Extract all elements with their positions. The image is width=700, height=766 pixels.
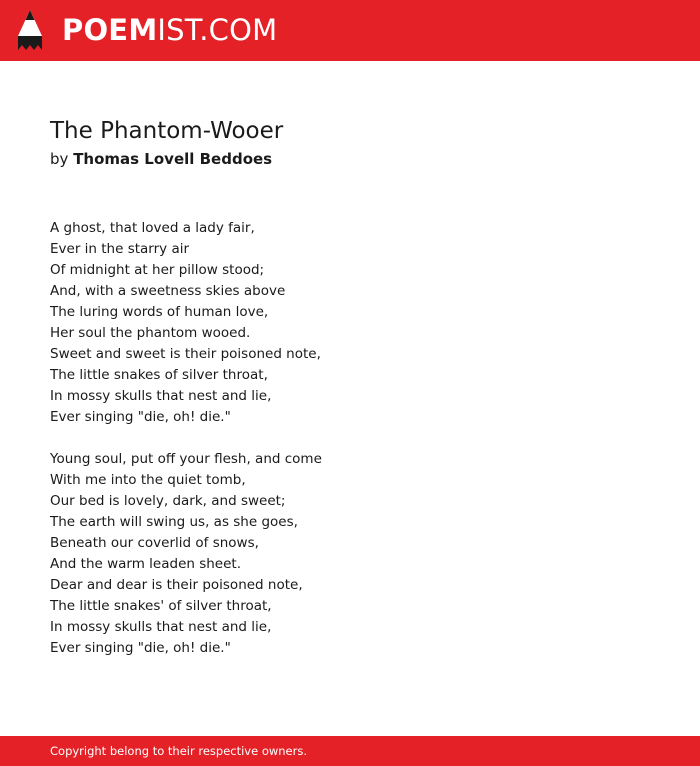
poem-line: The little snakes' of silver throat, bbox=[50, 598, 272, 614]
poem-title: The Phantom-Wooer bbox=[50, 118, 284, 144]
logo-text-light: IST.COM bbox=[157, 13, 278, 47]
poem-line: In mossy skulls that nest and lie, bbox=[50, 619, 272, 635]
poem-line: Of midnight at her pillow stood; bbox=[50, 262, 265, 278]
poem-line: And, with a sweetness skies above bbox=[50, 283, 286, 299]
site-header bbox=[0, 0, 700, 61]
poem-line: The little snakes of silver throat, bbox=[50, 367, 268, 383]
author-name: Thomas Lovell Beddoes bbox=[73, 150, 273, 168]
poem-body bbox=[50, 218, 650, 680]
poem-line: Young soul, put off your flesh, and come bbox=[50, 451, 322, 467]
poem-line: In mossy skulls that nest and lie, bbox=[50, 388, 272, 404]
poem-line: The luring words of human love, bbox=[50, 304, 269, 320]
pencil-icon[interactable] bbox=[18, 10, 42, 50]
copyright-text: Copyright belong to their respective owners. bbox=[50, 744, 308, 758]
poem-line: Our bed is lovely, dark, and sweet; bbox=[50, 493, 286, 509]
poem-line: With me into the quiet tomb, bbox=[50, 472, 246, 488]
by-label: by bbox=[50, 150, 69, 168]
poem-line: Sweet and sweet is their poisoned note, bbox=[50, 346, 321, 362]
poem-line: Ever singing "die, oh! die." bbox=[50, 409, 231, 425]
poem-line: And the warm leaden sheet. bbox=[50, 556, 242, 572]
poem-line: The earth will swing us, as she goes, bbox=[50, 514, 298, 530]
poem-line: Ever in the starry air bbox=[50, 241, 190, 257]
poem-line: Ever singing "die, oh! die." bbox=[50, 640, 231, 656]
poem-line: Dear and dear is their poisoned note, bbox=[50, 577, 303, 593]
site-logo[interactable] bbox=[62, 13, 277, 47]
poem-stanza bbox=[50, 218, 650, 428]
poem-line: Beneath our coverlid of snows, bbox=[50, 535, 259, 551]
logo-text-bold: POEM bbox=[62, 13, 158, 47]
poem-line: A ghost, that loved a lady fair, bbox=[50, 220, 255, 236]
poem-stanza bbox=[50, 449, 650, 659]
poem-line: Her soul the phantom wooed. bbox=[50, 325, 251, 341]
site-footer bbox=[0, 736, 700, 766]
poem-byline bbox=[50, 148, 272, 170]
